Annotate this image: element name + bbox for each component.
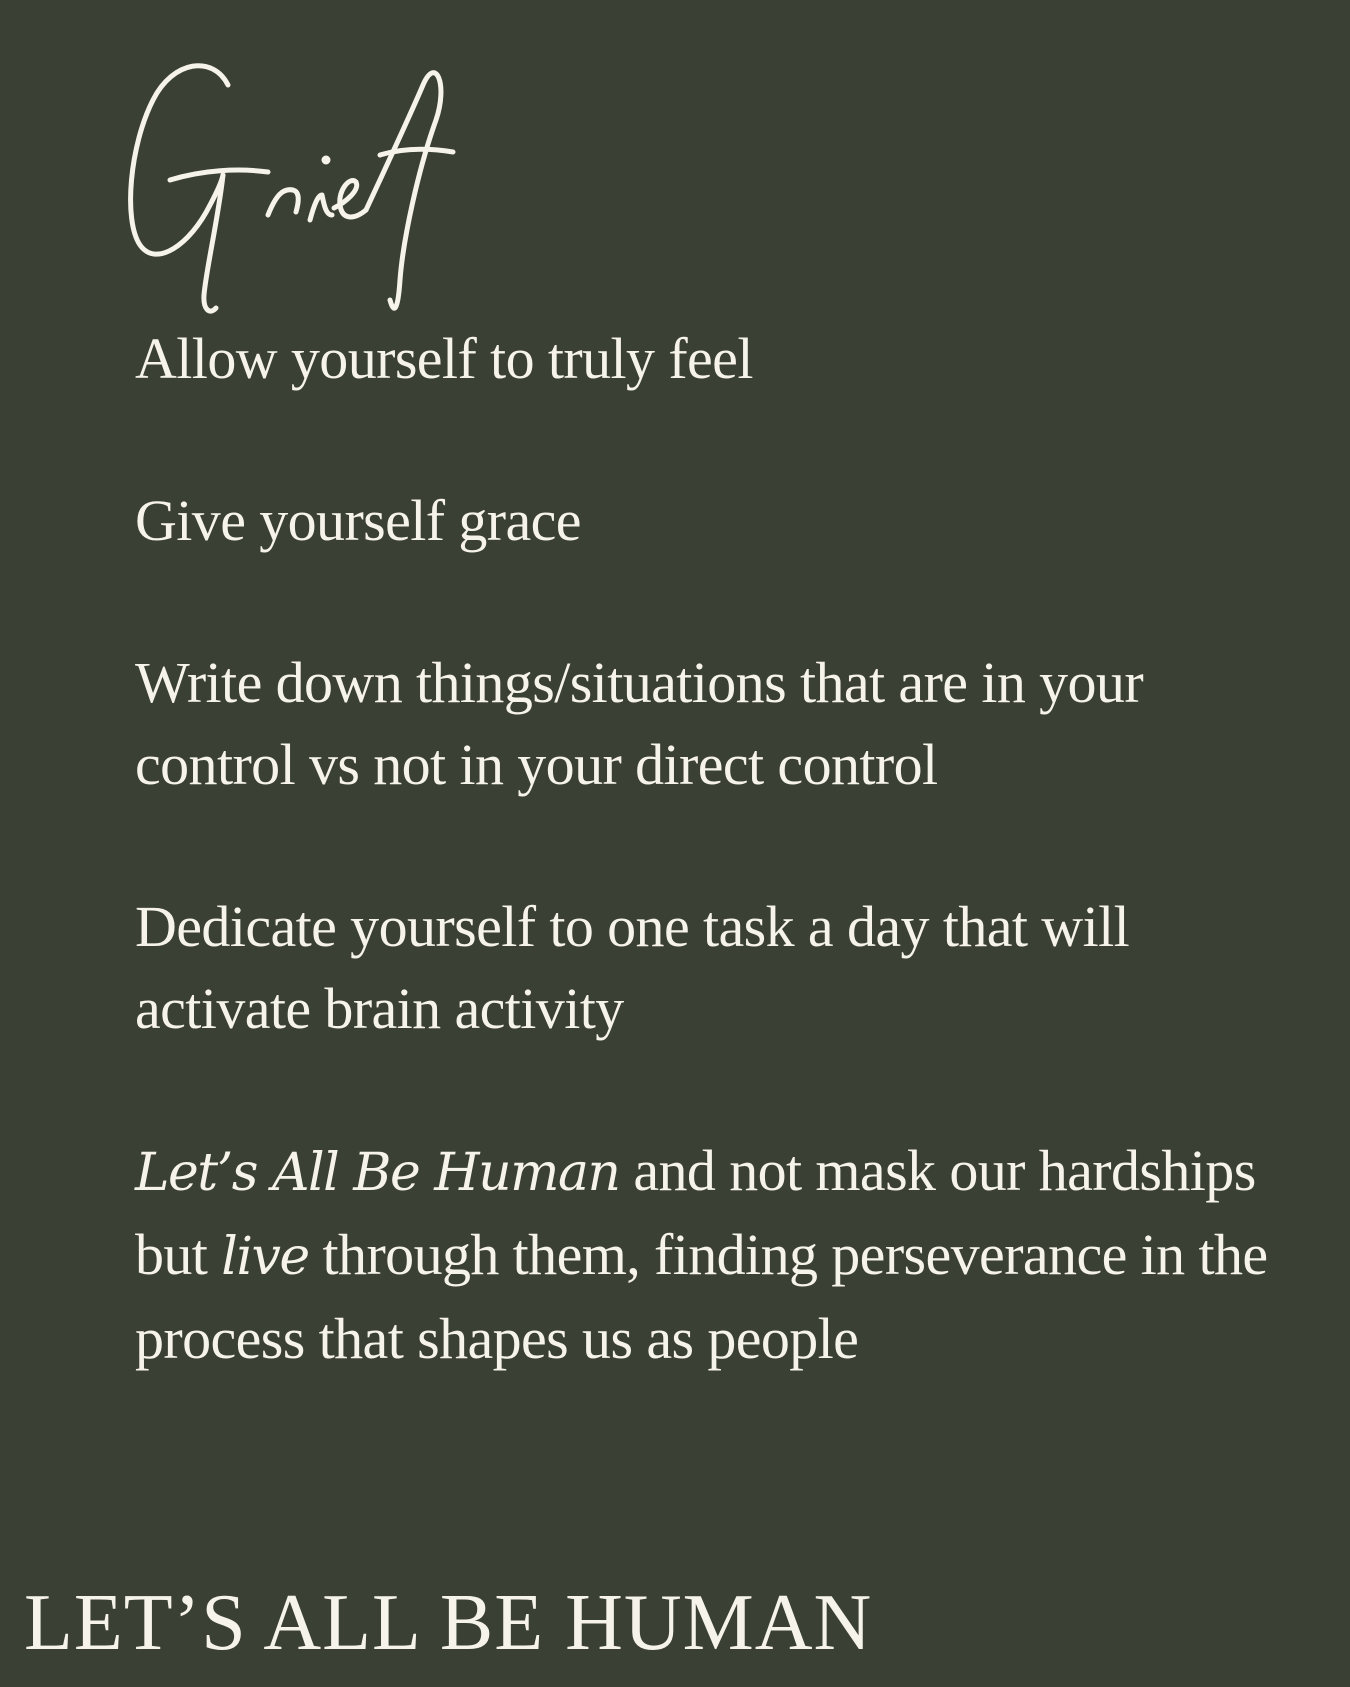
closing-text-2: through them, finding perseverance in the process that shapes us as people — [135, 1222, 1268, 1371]
closing-italic-lead: Let’s All Be Human — [135, 1143, 620, 1203]
list-item: Allow yourself to truly feel — [135, 326, 753, 391]
page-title — [118, 30, 478, 330]
list-item: Write down things/situations that are in your control vs not in your direct control — [135, 650, 1144, 797]
closing-text-1: and not mask our hardships but — [135, 1138, 1256, 1287]
brand-footer: LET’S ALL BE HUMAN — [24, 1579, 873, 1667]
grief-script-title — [118, 30, 478, 330]
list-item: Give yourself grace — [135, 488, 581, 553]
advice-list — [135, 318, 1315, 1460]
closing-italic-word: live — [221, 1227, 309, 1287]
list-item: Dedicate yourself to one task a day that will activate brain activity — [135, 894, 1130, 1041]
closing-paragraph — [135, 1130, 1315, 1380]
